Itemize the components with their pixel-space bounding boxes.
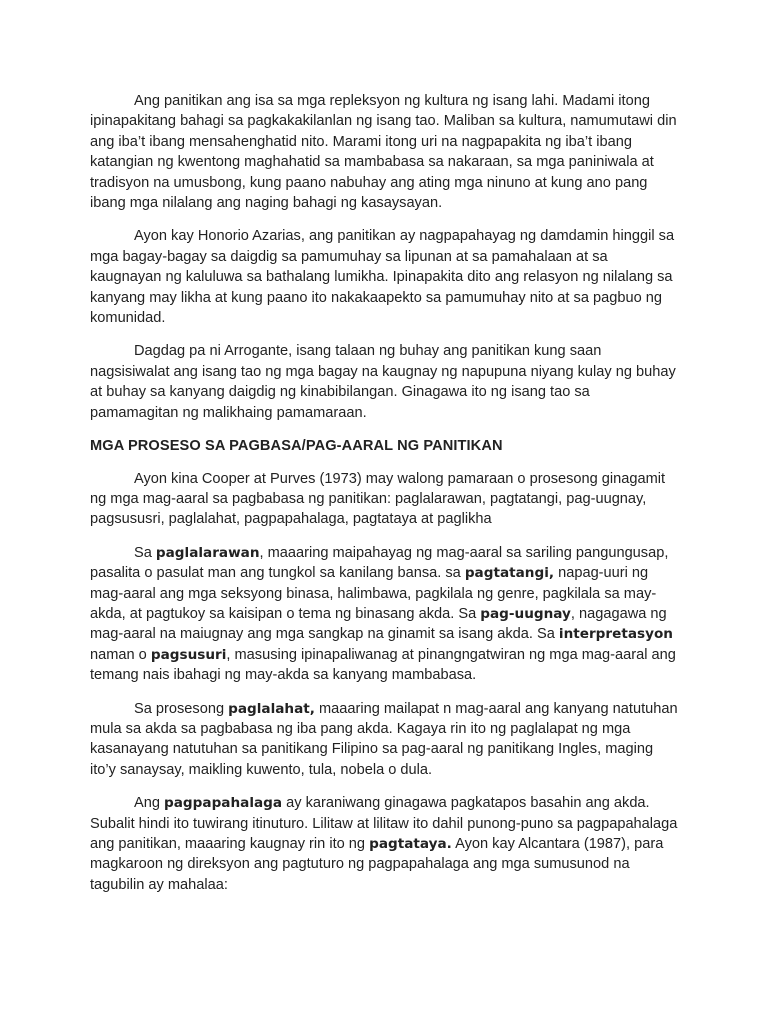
text-span: maaaring mailapat n mag-aaral ang kanyang natutuhan mula sa akda sa pagbabasa ng iba pang akda. Kagaya rin ito ng paglalapat ng mga kasanayang natutuhan sa panitikang Filipino sa pag-aaral ng panitikang Ingles, maging ito’y sanaysay, maikling kuwento, tula, nobela o dula. [90,700,678,778]
text-span: Sa prosesong [134,700,229,717]
text-span: naman o [90,646,151,663]
paragraph-paglalahat [90,699,680,781]
paragraph-arrogante: Dagdag pa ni Arrogante, isang talaan ng buhay ang panitikan kung saan nagsisiwalat ang isang tao ng mga bagay na kaugnay ng napupuna niyang kulay ng buhay at buhay sa kanyang daigdig ng kinabibilangan. Ginagawa ito ng isang tao sa pamamagitan ng malikhaing pamamaraan. [90,343,676,421]
text-span: , masusing ipinapaliwanag at pinangngatwiran ng mga mag-aaral ang temang nais ibahagi ng may-akda sa kanyang mambabasa. [90,646,676,684]
paragraph-azarias: Ayon kay Honorio Azarias, ang panitikan ay nagpapahayag ng damdamin hinggil sa mga bagay-bagay sa daigdig sa pamumuhay sa lipunan at sa pamahalaan at sa kaugnayan ng kaluluwa sa bathalang lumikha. Ipinapakita dito ang relasyon ng nilalang sa kanyang may likha at kung paano ito nakakaapekto sa pamumuhay nito at sa pagbuo ng komunidad. [90,228,675,327]
document-page [90,91,680,908]
text-span: Ang [134,795,165,812]
text-span: napag-uuri ng mag-aaral ang mga seksyong binasa, halimbawa, pagkilala ng genre, pagkilala sa may-akda, at pagtukoy sa kaisipan o tema ng binasang akda. Sa [90,565,657,622]
bold-term-pag-uugnay: pag-uugnay [480,605,571,622]
bold-term-pagsusuri: pagsusuri [150,646,227,663]
text-span: ay karaniwang ginagawa pagkatapos basahin ang akda. Subalit hindi ito tuwirang itinuturo. Lilitaw at lilitaw ito dahil punong-puno sa pagpapahalaga ang panitikan, maaaring kaugnay rin ito ng [90,795,678,852]
text-span: Ayon kay Alcantara (1987), para magkaroon ng direksyon ang pagtuturo ng pagpapahalaga ang mga sumusunod na tagubilin ay mahalaa: [90,836,664,893]
text-span: Sa [134,544,156,561]
paragraph-pagpapahalaga [90,793,680,895]
text-span: , maaaring maipahayag ng mag-aaral sa sariling pangungusap, pasalita o pasulat man ang tungkol sa kanilang bansa. sa [90,544,669,582]
paragraph-processes [90,543,680,686]
paragraph-intro: Ang panitikan ang isa sa mga repleksyon ng kultura ng isang lahi. Madami itong ipinapakitang bahagi sa pagkakakilanlan ng isang tao. Maliban sa kultura, namumutawi din ang iba’t ibang mensahenghatid nito. Marami itong uri na nagpapakita ng iba’t ibang katangian ng kwentong maghahatid sa mambabasa sa nakaraan, sa mga paniniwala at tradisyon na umusbong, kung paano nabuhay ang ating mga ninuno at kung ano pang ibang mga nilalang ang naging bahagi ng kasaysayan. [90,93,677,212]
text-span: , nagagawa ng mag-aaral na maiugnay ang mga sangkap na ginamit sa isang akda. Sa [90,605,667,643]
bold-term-interpretasyon: interpretasyon [558,626,673,643]
paragraph-cooper-purves: Ayon kina Cooper at Purves (1973) may walong pamaraan o prosesong ginagamit ng mga mag-aaral sa pagbabasa ng panitikan: paglalarawan, pagtatangi, pag-uugnay, pagsususri, paglalahat, pagpapahalaga, pagtataya at paglikha [90,470,666,528]
bold-term-pagtatangi: pagtatangi, [464,565,555,582]
bold-term-pagpapahalaga: pagpapahalaga [164,795,283,812]
bold-term-paglalarawan: paglalarawan [155,544,260,561]
bold-term-paglalahat: paglalahat, [228,700,315,717]
bold-term-pagtataya: pagtataya. [369,836,452,852]
section-heading: MGA PROSESO SA PAGBASA/PAG-AARAL NG PANITIKAN [90,438,503,455]
